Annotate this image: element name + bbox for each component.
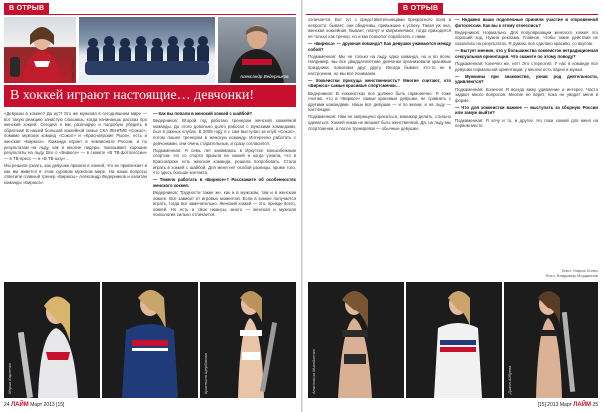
interview-question: — Мужчины при знакомстве, узнав род деятельности, удивляются? (455, 73, 598, 85)
photo-team-group (79, 17, 215, 83)
rubric-line (4, 14, 296, 15)
article-column-1 (4, 111, 147, 279)
photo-coach-portrait (218, 17, 296, 83)
page-number: 24 (4, 402, 10, 408)
paragraph: Подкаменная: Конечно же, нет! Это стереотип. У нас в команде все девушки нормальной ориентации, у многих есть парни и мужья. (455, 60, 598, 72)
issue-info: [15] 2013 Март (537, 402, 572, 408)
photo-caption: Мария Карпенко (7, 363, 12, 394)
interview-question: — Бытует мнение, что у большинства хоккеисток нетрадиционная сексуальная ориентация. Что скажете по этому поводу? (455, 48, 598, 59)
player-lingerie-icon (200, 282, 296, 398)
team-figures-icon (79, 17, 215, 83)
magazine-brand: ЛАЙМ (10, 402, 29, 408)
photo-caption: Анастасия Михайленко (311, 349, 316, 394)
article-column-3 (308, 17, 451, 279)
interview-question: — Хоккеистки присуща женственность? Многие считают, что «Бирюса» самые красивые спортсменки… (308, 77, 451, 89)
player-figure-icon (4, 17, 76, 83)
right-page (302, 0, 604, 412)
photo-player-bottom-6 (504, 282, 598, 398)
paragraph: Подкаменная: Я семь лет занимаюсь в Иркутске конькобежным спортом. Но со спорта пришла на хоккей и когда узнала, что в Красноярске есть женская команда, решила попробовать. Стала играть в хоккей с шайбой. Для меня нет особой разницы, кроме того, что здесь больше контакта. (153, 147, 296, 176)
interview-question: — «Бирюса» — дружная команда? Как девушки уживаются между собой? (308, 40, 451, 52)
text-credit: Текст: Мария Лопес (561, 268, 598, 273)
player-pose-icon (4, 282, 100, 398)
article-column-4 (455, 17, 598, 267)
paragraph: Подкаменная: Мы не только на льду одна команда, но и во всем. Например, мы все двадцатилетние девчонки организовали красивые праздники, помогаем друг другу. Иногда бывает, кто-то не в настроении, но мы все понимаем. (308, 53, 451, 76)
paragraph: Мы решили узнать, как девушки пришли в хоккей, что их привлекает и как им живется в этом суровом мужском мире. На наши вопросы ответили главный тренер «Бирюсы» Александр Ведерников и капитан команды «Бирюса». (4, 162, 147, 185)
paragraph: Подкаменная: Я хочу и то, и другое. Но пока хоккей для меня на первом месте. (455, 117, 598, 129)
paragraph: Ведерников: Трудности такие же, как и в мужском, там и в женском хоккее. Все зависит от игровых моментов. Если в хоккее получается играть, тогда все замечательно. Женский хоккей — это, прежде всего, хоккей. Но есть и свои нюансы, много — женская и мужская психология сильно отличается. (153, 190, 296, 218)
page-number: 25 (592, 402, 598, 408)
footer-left (4, 400, 64, 410)
issue-info: Март 2013 [15] (30, 402, 65, 408)
photo-player-bottom-1 (4, 282, 100, 398)
photo-caption: Варя Лопес (70, 59, 75, 81)
photo-caption: Диана Айбуева (507, 365, 512, 394)
paragraph: Подкаменная: Нам не запрещено краситься, маникюр делать, стильно одеваться. Хоккей никак не мешает быть женственной. Да, на льду мы спортсменки, а после тренировок — обычные девушки. (308, 114, 451, 131)
footer-right (538, 400, 598, 410)
interview-question: — Как вы попали в женский хоккей с шайбой? (153, 111, 253, 116)
paragraph: отличается. Вот тут с представительницами прекрасного пола и непросто: бывает, они обидчивы, привыкшие к успеху. Такая уж она, женская хоккейная. Бывает, плачут и капризничают, тогда приходится не только как тренер, но и как психолог поработать с ними. (308, 17, 451, 39)
article-credits (498, 268, 598, 278)
photo-caption: Александр Ведерников (240, 74, 289, 79)
photo-caption: Кристина Щербакова (203, 353, 208, 394)
paragraph: «Девушки в хоккее? Да ну?! Это же мужская в сегодняшнем мире — вот такую реакцию зачастую слышишь, когда начинаешь рассказ про женский хоккей. Сегодня я вас разочарую и попробую убедить в обратном! В нашей большой хоккейной семье СКА ЛЕНПИЕ «Сокол», помимо мужских команд «Сокол» и «Красноярские Рыси», есть и женская «Бирюса». Команда играет в чемпионате России, и по результатам на льду, как и многие лидеры, показывает хорошие результаты на льду. Все о «Бирюсе» — в сюжете «В ТВ-фотосессии» — в ТВ-пресс — и «В ТВ-шоу»… (4, 111, 147, 161)
paragraph: Ведерников: В хоккеистках все должно быть гармонично. Я тоже считаю, что в «Бирюсе» самые красивые девушки, не сравнить с другими командами. Наши все девушки — и по жизни, и на льду — настоящие. (308, 90, 451, 113)
article-column-2 (153, 111, 296, 279)
player-pose-icon (308, 282, 404, 398)
photo-player-portrait (4, 17, 76, 83)
magazine-brand: ЛАЙМ (573, 402, 592, 408)
player-jersey-icon (406, 282, 502, 398)
interview-question: — Недавно ваши подопечные приняли участие в откровенной фотосессии. Как вы к этому отнеслись? (455, 17, 598, 28)
photo-player-bottom-4 (308, 282, 404, 398)
paragraph: Ведерников: Нормально. Для популяризации женского хоккея это хороший ход. Нужна реклама. Главное, чтобы такие действия не сказались на результатах. Я думаю, все сделано красиво, со вкусом. (455, 29, 598, 46)
photo-player-bottom-3 (200, 282, 296, 398)
rubric-line (306, 14, 598, 15)
photo-credit: Фото: Владимир Мордвинов (545, 273, 598, 278)
paragraph: Ведерников: Второй год работаю тренером женской хоккейной команды. До этого довольно долго работал с мужскими командами, был в разных клубах. В 2008 году я с сам выступал за клуб «Сокол», потом пошел тренером в женскую команду. Интересно работать с девчонками, они очень старательные, и сразу согласился. (153, 118, 296, 146)
interview-question: — Что для хоккеистки важнее — выступать за сборную России или замуж выйти? (455, 104, 598, 116)
paragraph: Подкаменная: Конечно! Я всегда вижу удивление и интерес. Часто задают много вопросов. Многие не верят, пока не увидят меня в форме. (455, 86, 598, 103)
photo-player-bottom-5 (406, 282, 502, 398)
player-pose-icon (504, 282, 598, 398)
article-headline: В хоккей играют настоящие… девчонки! (4, 85, 296, 107)
rubric-right: В ОТРЫВ (398, 3, 443, 15)
interview-question: — Тяжело работать в «Бирюсе»? Расскажите об особенностях женского хоккея. (153, 177, 296, 188)
photo-player-bottom-2 (102, 282, 198, 398)
rubric-left: В ОТРЫВ (4, 3, 49, 15)
player-jersey-icon (102, 282, 198, 398)
